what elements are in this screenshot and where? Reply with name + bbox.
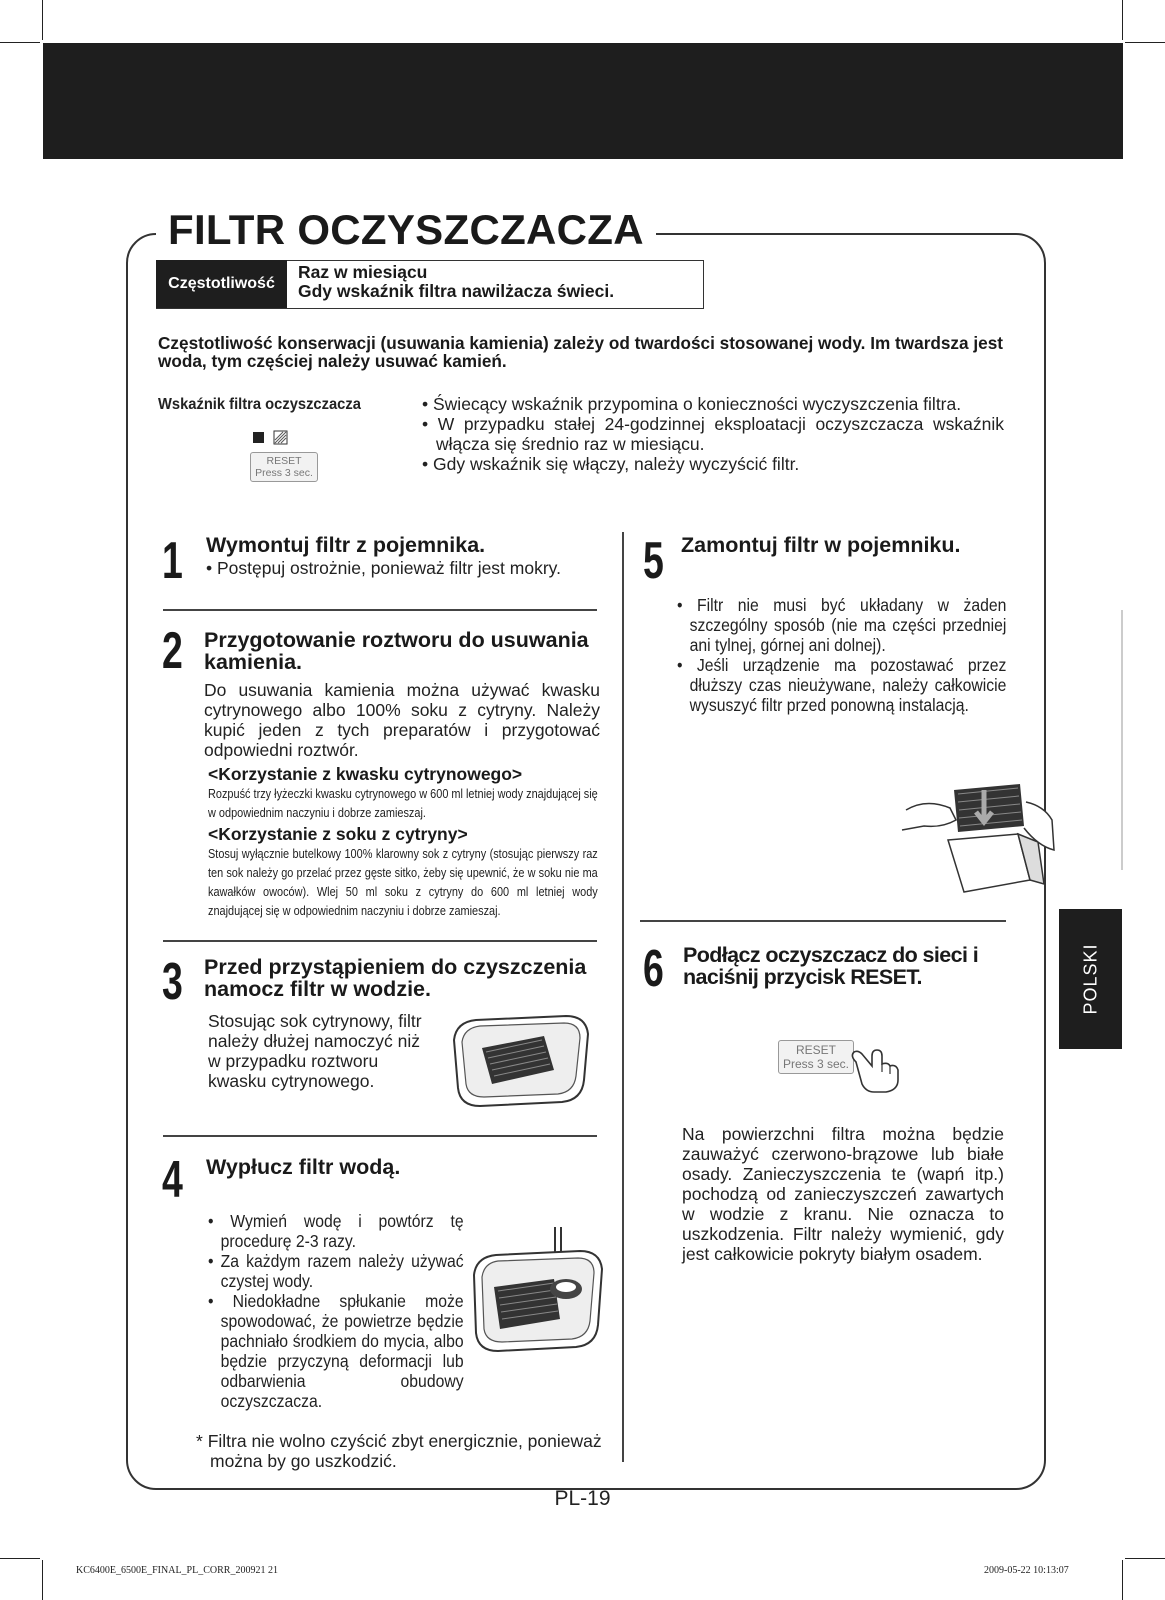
finger-press-icon bbox=[846, 1046, 902, 1099]
reset-button-illustration bbox=[250, 452, 318, 482]
footer-left: KC6400E_6500E_FINAL_PL_CORR_200921 21 bbox=[76, 1565, 278, 1576]
step-2-sub1-title: <Korzystanie z kwasku cytrynowego> bbox=[208, 764, 523, 784]
crop-mark bbox=[42, 1560, 43, 1600]
step-1-number: 1 bbox=[162, 532, 183, 590]
step-6-title: Podłącz oczyszczacz do sieci i naciśnij przycisk RESET. bbox=[683, 943, 979, 989]
crop-mark bbox=[0, 1558, 40, 1559]
page-number: PL-19 bbox=[554, 1487, 611, 1510]
reset-sublabel: Press 3 sec. bbox=[255, 467, 313, 479]
list-item: • Niedokładne spłukanie może spowodować, że powietrze będzie pachniało środkiem do mycia, albo będzie przyczyną deformacji lub odbarwienia obudowy oczyszczacza. bbox=[208, 1291, 464, 1411]
step-1-bullet: • Postępuj ostrożnie, ponieważ filtr jest mokry. bbox=[206, 558, 561, 578]
list-item: • Za każdym razem należy używać czystej wody. bbox=[208, 1251, 464, 1291]
step-6-text: Na powierzchni filtra można będzie zauważyć czerwono-brązowe lub białe osady. Zanieczyszczenia te (wapń itp.) pochodzą od zanieczyszczeń zawartych w wodzie z kranu. Nie oznacza to uszkodzenia. Filtr należy wymienić, gdy jest całkowicie pokryty białym osadem. bbox=[682, 1124, 1004, 1264]
step-3-number: 3 bbox=[162, 953, 183, 1011]
indicator-light-icon bbox=[252, 430, 298, 446]
reset-label: RESET bbox=[266, 455, 302, 467]
step-2-sub2-title: <Korzystanie z soku z cytryny> bbox=[208, 824, 468, 844]
step-divider bbox=[163, 609, 597, 611]
step-6-number: 6 bbox=[643, 940, 664, 998]
crop-mark bbox=[0, 42, 40, 43]
indicator-bullets bbox=[422, 394, 1004, 474]
list-item: • Jeśli urządzenie ma pozostawać przez dłuższy czas nieużywane, należy całkowicie wysuszyć filtr przed ponowną instalacją. bbox=[677, 655, 1007, 715]
crop-mark bbox=[1122, 0, 1123, 40]
header-bar bbox=[43, 43, 1123, 159]
frequency-line-1: Raz w miesiącu bbox=[298, 262, 428, 282]
frequency-label: Częstotliwość bbox=[156, 260, 287, 308]
indicator-label: Wskaźnik filtra oczyszczacza bbox=[158, 396, 361, 413]
reset-label: RESET bbox=[795, 1043, 836, 1057]
column-divider bbox=[622, 532, 624, 1462]
frequency-line-2: Gdy wskaźnik filtra nawilżacza świeci. bbox=[298, 281, 615, 301]
language-tab bbox=[1059, 909, 1122, 1049]
list-item: • W przypadku stałej 24-godzinnej eksploatacji oczyszczacza wskaźnik włącza się średnio raz w miesiącu. bbox=[422, 414, 1004, 454]
side-guide-line bbox=[1121, 610, 1123, 870]
page-title: FILTR OCZYSZCZACZA bbox=[156, 206, 656, 254]
step-divider bbox=[163, 940, 597, 942]
install-filter-illustration bbox=[898, 780, 1058, 910]
step-divider bbox=[163, 1135, 597, 1137]
reset-sublabel: Press 3 sec. bbox=[782, 1057, 850, 1071]
indicator-icons bbox=[252, 430, 298, 451]
step-5-bullets bbox=[677, 595, 1006, 715]
step-2-number: 2 bbox=[162, 622, 183, 680]
step-5-number: 5 bbox=[643, 532, 664, 590]
intro-text: Częstotliwość konserwacji (usuwania kamienia) zależy od twardości stosowanej wody. Im twardsza jest woda, tym częściej należy usuwać kamień. bbox=[158, 333, 1003, 371]
crop-mark bbox=[42, 0, 43, 40]
step-4-bullets bbox=[208, 1211, 464, 1411]
crop-mark bbox=[1125, 42, 1165, 43]
reset-button-illustration bbox=[778, 1040, 854, 1074]
step-3-title: Przed przystąpieniem do czyszczenia namocz filtr w wodzie. bbox=[204, 955, 587, 1001]
footer-right: 2009-05-22 10:13:07 bbox=[984, 1565, 1069, 1576]
frequency-text bbox=[298, 263, 614, 301]
step-divider bbox=[640, 920, 1006, 922]
language-tab-label: POLSKI bbox=[1080, 943, 1100, 1015]
step-2-sub1-text: Rozpuść trzy łyżeczki kwasku cytrynowego w 600 ml letniej wody znajdującej się w odpowiednim naczyniu i dobrze zamieszaj. bbox=[208, 786, 598, 820]
rinsing-tray-illustration bbox=[468, 1225, 608, 1380]
step-2-text: Do usuwania kamienia można używać kwasku cytrynowego albo 100% soku z cytryny. Należy kupić jeden z tych preparatów i przygotować odpowiedni roztwór. bbox=[204, 680, 600, 760]
step-2-sub2-text: Stosuj wyłącznie butelkowy 100% klarowny sok z cytryny (stosując pierwszy raz ten sok należy go przelać przez gęste sitko, żeby się upewnić, że w soku nie ma kawałków owoców). Wlej 50 ml soku z cytryny do 600 ml letniej wody znajdującej się w odpowiednim naczyniu i dobrze zamieszaj. bbox=[208, 846, 598, 918]
list-item: • Gdy wskaźnik się włączy, należy wyczyścić filtr. bbox=[422, 454, 800, 474]
step-1-title: Wymontuj filtr z pojemnika. bbox=[206, 533, 486, 557]
step-4-note: * Filtra nie wolno czyścić zbyt energicznie, ponieważ można by go uszkodzić. bbox=[196, 1431, 602, 1471]
step-4-title: Wypłucz filtr wodą. bbox=[206, 1155, 401, 1179]
step-2-title: Przygotowanie roztworu do usuwania kamienia. bbox=[204, 628, 589, 674]
step-3-text: Stosując sok cytrynowy, filtr należy dłużej namoczyć niż w przypadku roztworu kwasku cytrynowego. bbox=[208, 1011, 422, 1091]
step-5-title: Zamontuj filtr w pojemniku. bbox=[681, 533, 961, 557]
list-item: • Filtr nie musi być układany w żaden szczególny sposób (nie ma części przedniej ani tylnej, górnej ani dolnej). bbox=[677, 595, 1007, 655]
list-item: • Świecący wskaźnik przypomina o konieczności wyczyszczenia filtra. bbox=[422, 394, 962, 414]
crop-mark bbox=[1125, 1558, 1165, 1559]
crop-mark bbox=[1122, 1560, 1123, 1600]
step-4-number: 4 bbox=[162, 1151, 183, 1209]
list-item: • Wymień wodę i powtórz tę procedurę 2-3 razy. bbox=[208, 1211, 464, 1251]
soaking-tray-illustration bbox=[446, 1010, 596, 1115]
